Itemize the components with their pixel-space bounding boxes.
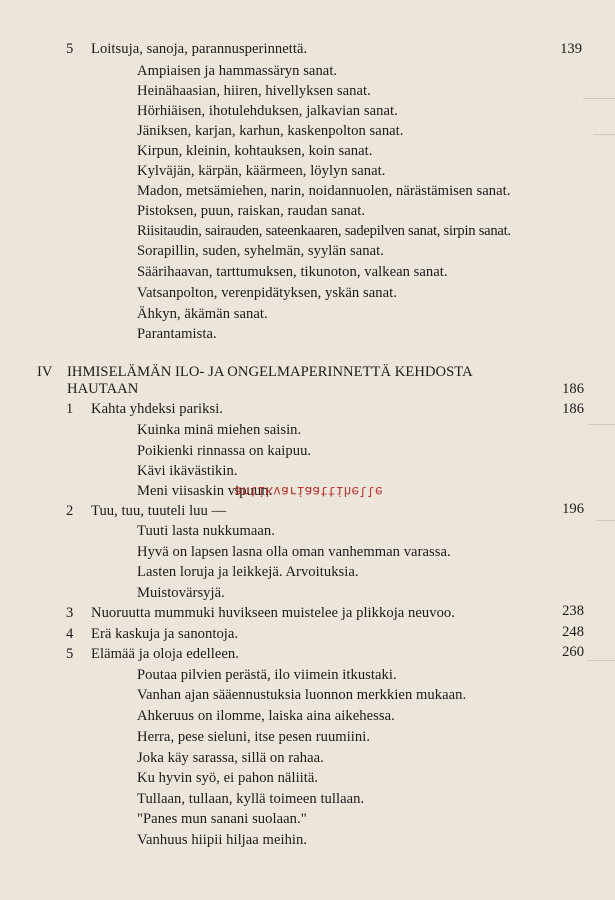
- section-title: Elämää ja oloja edelleen.: [91, 646, 239, 662]
- toc-item: Riisitaudin, sairauden, sateenkaaren, sadepilven sanat, sirpin sanat.: [137, 223, 511, 239]
- section-title: Tuu, tuu, tuuteli luu —: [91, 503, 227, 519]
- page-number: 196: [562, 501, 584, 517]
- toc-item: Ahkeruus on ilomme, laiska aina aikehessa.: [137, 708, 395, 724]
- toc-item: Muistovärsyjä.: [137, 585, 225, 601]
- bleed-through-mark: [583, 98, 615, 99]
- toc-item: Ku hyvin syö, ei pahon näliitä.: [137, 770, 319, 786]
- section-number: 5: [66, 41, 74, 57]
- toc-item: Sorapillin, suden, syhelmän, syylän sanat.: [137, 243, 384, 259]
- section-title: Loitsuja, sanoja, parannusperinnettä.: [91, 41, 308, 57]
- bleed-through-mark: [597, 520, 615, 521]
- toc-item: Tuuti lasta nukkumaan.: [137, 523, 275, 539]
- toc-item: Poutaa pilvien perästä, ilo viimein itkustaki.: [137, 667, 397, 683]
- page-number: 186: [562, 381, 584, 397]
- toc-item: Tullaan, tullaan, kyllä toimeen tullaan.: [137, 791, 365, 807]
- section-number: 4: [66, 626, 74, 642]
- toc-item: Ampiaisen ja hammassäryn sanat.: [137, 63, 338, 79]
- toc-item: Heinähaasian, hiiren, hivellyksen sanat.: [137, 83, 371, 99]
- section-number: 1: [66, 401, 74, 417]
- section-title: Nuoruutta mummuki huvikseen muistelee ja plikkoja neuvoo.: [91, 605, 455, 621]
- toc-item: Pistoksen, puun, raiskan, raudan sanat.: [137, 203, 366, 219]
- part-title-continued: HAUTAAN: [67, 381, 139, 397]
- toc-item: Meni viisaskin vipuun.: [137, 483, 273, 499]
- toc-item: Herra, pese sieluni, itse pesen ruumiini.: [137, 729, 371, 745]
- section-title: Kahta yhdeksi pariksi.: [91, 401, 224, 417]
- section-number: 5: [66, 646, 74, 662]
- toc-item: Madon, metsämiehen, narin, noidannuolen, närästämisen sanat.: [137, 183, 511, 199]
- toc-item: Vanhan ajan sääennustuksia luonnon merkkien mukaan.: [137, 687, 467, 703]
- bleed-through-mark: [587, 660, 615, 661]
- page-number: 139: [560, 41, 582, 57]
- section-title: Erä kaskuja ja sanontoja.: [91, 626, 239, 642]
- page-number: 238: [562, 603, 584, 619]
- watermark-stamp: antikvariaattihelle: [234, 483, 383, 498]
- toc-item: Vatsanpolton, verenpidätyksen, yskän sanat.: [137, 285, 397, 301]
- toc-item: Vanhuus hiipii hiljaa meihin.: [137, 832, 308, 848]
- toc-item: Jäniksen, karjan, karhun, kaskenpolton sanat.: [137, 123, 404, 139]
- page-number: 248: [562, 624, 584, 640]
- bleed-through-mark: [589, 424, 615, 425]
- toc-item: Poikienki rinnassa on kaipuu.: [137, 443, 312, 459]
- toc-item: Parantamista.: [137, 326, 217, 342]
- toc-item: Hörhiäisen, ihotulehduksen, jalkavian sanat.: [137, 103, 398, 119]
- toc-item: Kylväjän, kärpän, käärmeen, löylyn sanat.: [137, 163, 386, 179]
- section-number: 2: [66, 503, 74, 519]
- toc-item: Säärihaavan, tarttumuksen, tikunoton, valkean sanat.: [137, 264, 448, 280]
- page-number: 260: [562, 644, 584, 660]
- part-numeral: IV: [37, 364, 53, 380]
- bleed-through-mark: [593, 134, 615, 135]
- toc-item: Lasten loruja ja leikkejä. Arvoituksia.: [137, 564, 359, 580]
- toc-item: Hyvä on lapsen lasna olla oman vanhemman varassa.: [137, 544, 451, 560]
- toc-item: Kirpun, kleinin, kohtauksen, koin sanat.: [137, 143, 373, 159]
- toc-item: Kuinka minä miehen saisin.: [137, 422, 302, 438]
- toc-item: "Panes mun sanani suolaan.": [137, 811, 307, 827]
- section-number: 3: [66, 605, 74, 621]
- toc-item: Joka käy sarassa, sillä on rahaa.: [137, 750, 324, 766]
- part-title: IHMISELÄMÄN ILO- JA ONGELMAPERINNETTÄ KEHDOSTA: [67, 364, 473, 380]
- toc-item: Ähkyn, äkämän sanat.: [137, 306, 268, 322]
- page-number: 186: [562, 401, 584, 417]
- toc-item: Kävi ikävästikin.: [137, 463, 238, 479]
